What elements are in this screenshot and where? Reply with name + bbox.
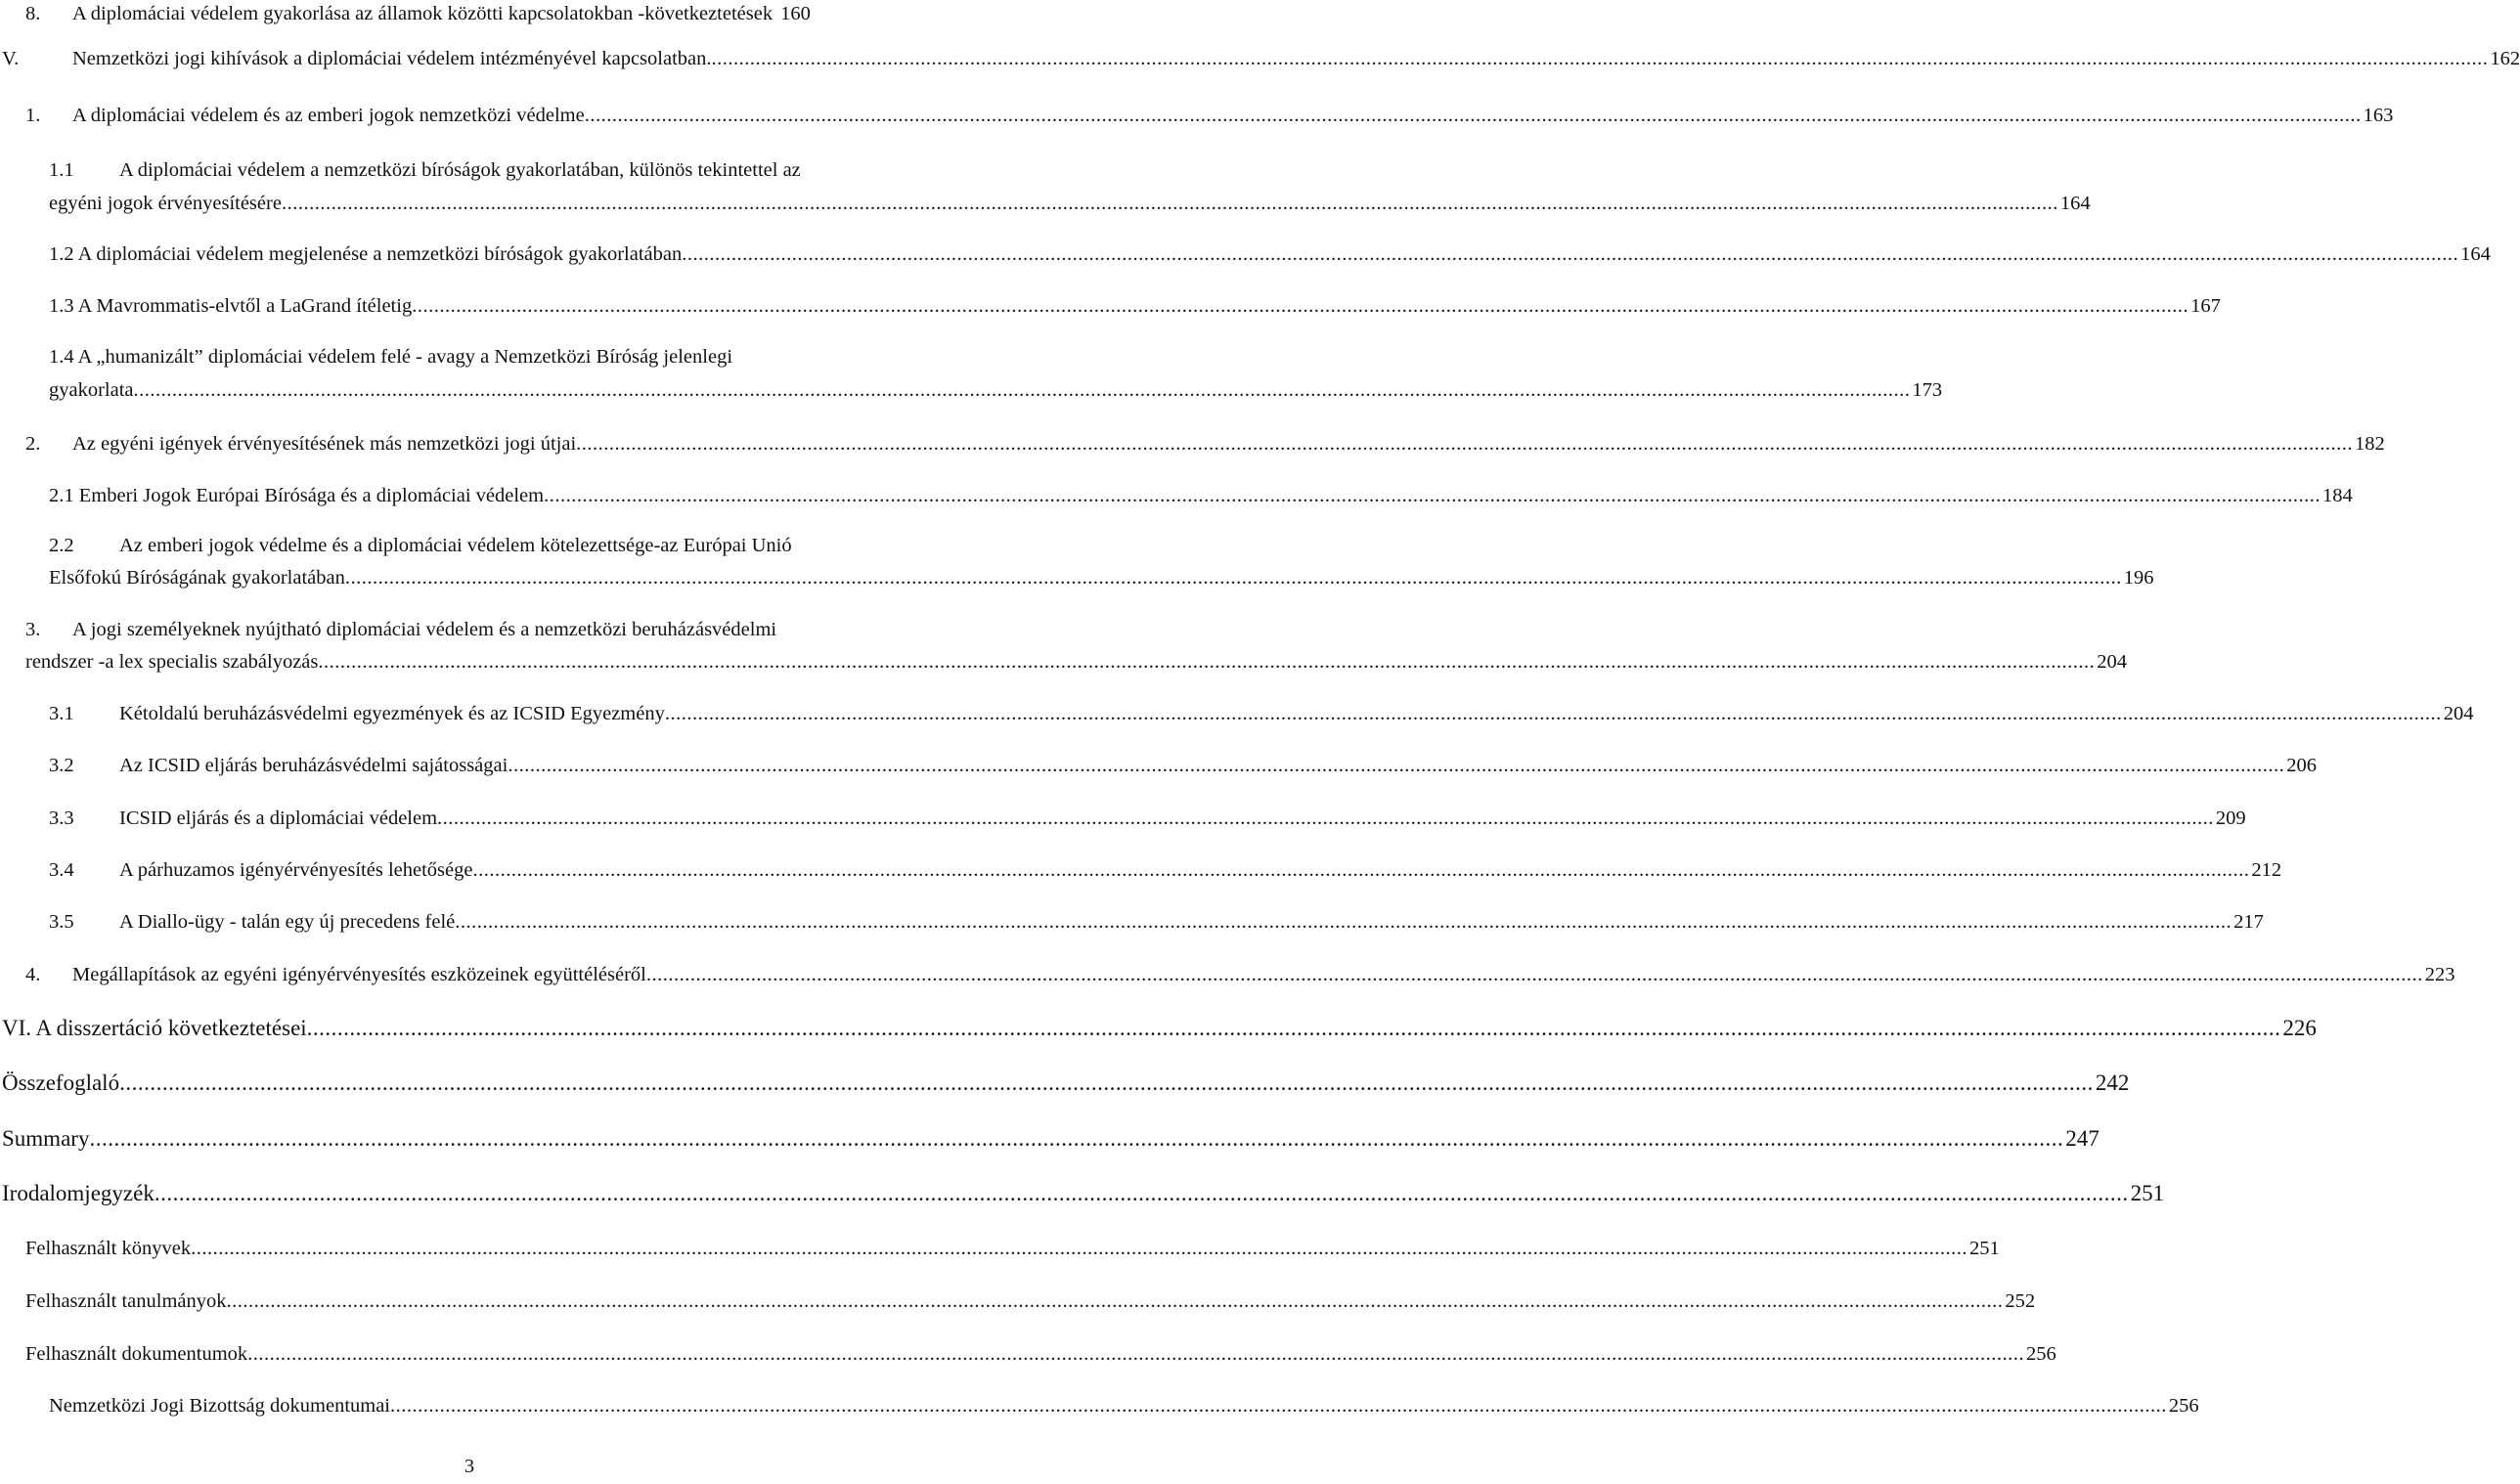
toc-entry-page: 217 (2233, 911, 2264, 933)
toc-entry-page: 173 (1912, 379, 1943, 401)
toc-entry-title: A diplomáciai védelem gyakorlása az államok közötti kapcsolatokban -következtetések (72, 3, 774, 24)
toc-entry-page: 256 (2026, 1343, 2056, 1365)
toc-entry-continuation (49, 372, 1943, 408)
toc-entry-title: A Diallo-ügy - talán egy új precedens felé (119, 911, 456, 933)
toc-entry (2, 1121, 2100, 1157)
dot-leader (191, 1231, 1967, 1266)
toc-entry-title: A párhuzamos igényérvényesítés lehetősége (119, 859, 473, 881)
dot-leader (247, 1336, 2024, 1372)
toc-entry (49, 153, 941, 188)
toc-entry-title: Elsőfokú Bíróságának gyakorlatában (49, 567, 345, 589)
dot-leader (508, 748, 2284, 783)
toc-entry-title: Felhasznált könyvek (25, 1238, 192, 1259)
dot-leader (282, 186, 2058, 221)
toc-entry-title: VI. A disszertáció következtetései (2, 1016, 307, 1040)
toc-entry-page: 226 (2282, 1016, 2317, 1040)
toc-entry (25, 957, 2455, 992)
toc-entry (2, 1011, 2317, 1046)
toc-entry-number: 3.1 (49, 703, 74, 724)
toc-entry (49, 478, 2353, 513)
toc-entry-page: 204 (2097, 651, 2128, 673)
toc-entry-number: 4. (25, 964, 41, 985)
toc-entry-title: Az ICSID eljárás beruházásvédelmi sajátosságai (119, 755, 508, 776)
toc-entry-page: 206 (2286, 755, 2317, 776)
toc-entry-title: 1.3 A Mavrommatis-elvtől a LaGrand ítéletig (49, 295, 413, 317)
dot-leader (646, 957, 2423, 992)
dot-leader (472, 852, 2249, 888)
dot-leader (119, 1066, 2094, 1101)
toc-entry-number: 3. (25, 619, 41, 640)
toc-entry (49, 288, 2221, 324)
toc-entry-page: 182 (2355, 433, 2385, 455)
toc-entry-page: 209 (2215, 807, 2246, 829)
dot-leader (455, 904, 2232, 939)
toc-entry-page: 164 (2460, 243, 2491, 265)
toc-entry-number: 3.5 (49, 911, 74, 933)
toc-entry (49, 801, 2246, 836)
toc-entry (25, 1336, 2056, 1372)
toc-entry-page: 242 (2095, 1070, 2130, 1095)
toc-entry (25, 0, 937, 31)
toc-entry-number: 2.2 (49, 535, 74, 556)
toc-entry-title: Summary (2, 1126, 90, 1151)
toc-entry-title: A diplomáciai védelem és az emberi jogok nemzetközi védelme (72, 105, 585, 126)
toc-entry-page: 247 (2065, 1126, 2100, 1151)
dot-leader (665, 696, 2442, 731)
toc-entry-title: Irodalomjegyzék (2, 1181, 155, 1205)
page-number: 3 (464, 1456, 475, 1477)
toc-entry (49, 339, 941, 374)
dot-leader (134, 372, 1911, 408)
toc-entry-number: 8. (25, 3, 41, 24)
dot-leader (712, 41, 2489, 76)
toc-entry-page: 160 (780, 3, 811, 24)
toc-entry (49, 852, 2282, 888)
toc-entry (49, 904, 2264, 939)
dot-leader (412, 288, 2188, 324)
dot-leader (585, 98, 2362, 133)
toc-entry-title: Az emberi jogok védelme és a diplomáciai védelem kötelezettsége-az Európai Unió (119, 535, 792, 556)
toc-entry (49, 696, 2474, 731)
toc-entry-continuation (49, 186, 2091, 221)
toc-entry-title: Összefoglaló (2, 1070, 120, 1095)
dot-leader (345, 560, 2122, 595)
toc-entry-title: 2.1 Emberi Jogok Európai Bírósága és a diplomáciai védelem (49, 485, 545, 506)
dot-leader (544, 478, 2321, 513)
toc-entry (49, 528, 941, 563)
toc-entry-page: 251 (1968, 1238, 2000, 1259)
toc-entry-page: 162 (2490, 48, 2520, 69)
toc-entry-page: 163 (2363, 105, 2394, 126)
toc-entry (25, 612, 941, 647)
toc-entry-number: 3.3 (49, 807, 74, 829)
toc-entry-continuation (49, 560, 2154, 595)
toc-entry-title: ICSID eljárás és a diplomáciai védelem (119, 807, 438, 829)
toc-entry-number: 1. (25, 105, 41, 126)
toc-entry-page: 167 (2190, 295, 2221, 317)
toc-entry-number: 2. (25, 433, 41, 455)
toc-entry-page: 256 (2168, 1395, 2199, 1417)
toc-entry (49, 748, 2317, 783)
toc-entry-title: Kétoldalú beruházásvédelmi egyezmények és az ICSID Egyezmény (119, 703, 665, 724)
toc-entry (49, 237, 2491, 272)
dot-leader (89, 1121, 2063, 1157)
toc-entry-page: 196 (2123, 567, 2154, 589)
toc-entry-page: 251 (2130, 1181, 2165, 1205)
toc-entry (25, 98, 2394, 133)
dot-leader (437, 801, 2214, 836)
toc-entry (25, 426, 2385, 461)
toc-entry-number: 3.4 (49, 859, 74, 881)
toc-entry-number: 1.1 (49, 159, 74, 181)
toc-entry-title: rendszer -a lex specialis szabályozás (25, 651, 319, 673)
toc-entry-page: 204 (2443, 703, 2474, 724)
dot-leader (227, 1284, 2004, 1319)
toc-entry-title: Felhasznált tanulmányok (25, 1290, 227, 1312)
toc-entry-title: Nemzetközi jogi kihívások a diplomáciai védelem intézményével kapcsolatban. (72, 48, 712, 69)
toc-entry-title: gyakorlata (49, 379, 134, 401)
toc-entry-continuation (25, 644, 2128, 679)
toc-entry-title: Megállapítások az egyéni igényérvényesítés eszközeinek együttéléséről (72, 964, 646, 985)
toc-entry-page: 223 (2424, 964, 2455, 985)
toc-entry-title: 1.2 A diplomáciai védelem megjelenése a nemzetközi bíróságok gyakorlatában (49, 243, 683, 265)
toc-entry-title: egyéni jogok érvényesítésére (49, 193, 282, 214)
dot-leader (307, 1011, 2281, 1046)
toc-entry (25, 1284, 2036, 1319)
dot-leader (576, 426, 2353, 461)
toc-entry (2, 41, 2520, 76)
dot-leader (155, 1176, 2129, 1211)
toc-entry-title: Az egyéni igények érvényesítésének más nemzetközi jogi útjai (72, 433, 577, 455)
toc-entry-number: 3.2 (49, 755, 74, 776)
dot-leader (390, 1388, 2167, 1423)
toc-entry-number: V. (2, 48, 20, 69)
toc-entry (25, 1231, 2000, 1266)
toc-entry-page: 184 (2321, 485, 2353, 506)
toc-entry-page: 212 (2251, 859, 2282, 881)
toc-entry-page: 164 (2059, 193, 2091, 214)
toc-entry (49, 1388, 2199, 1423)
toc-entry-title: A diplomáciai védelem a nemzetközi bíróságok gyakorlatában, különös tekintettel az (119, 159, 801, 181)
toc-entry-title: Felhasznált dokumentumok (25, 1343, 248, 1365)
dot-leader (318, 644, 2095, 679)
toc-entry-title: A jogi személyeknek nyújtható diplomáciai védelem és a nemzetközi beruházásvédelmi (72, 619, 777, 640)
dot-leader (682, 237, 2458, 272)
toc-entry-title: Nemzetközi Jogi Bizottság dokumentumai (49, 1395, 391, 1417)
toc-entry (2, 1066, 2130, 1101)
toc-entry-title: 1.4 A „humanizált” diplomáciai védelem felé - avagy a Nemzetközi Bíróság jelenlegi (49, 346, 733, 368)
toc-entry-page: 252 (2005, 1290, 2036, 1312)
toc-entry (2, 1176, 2165, 1211)
